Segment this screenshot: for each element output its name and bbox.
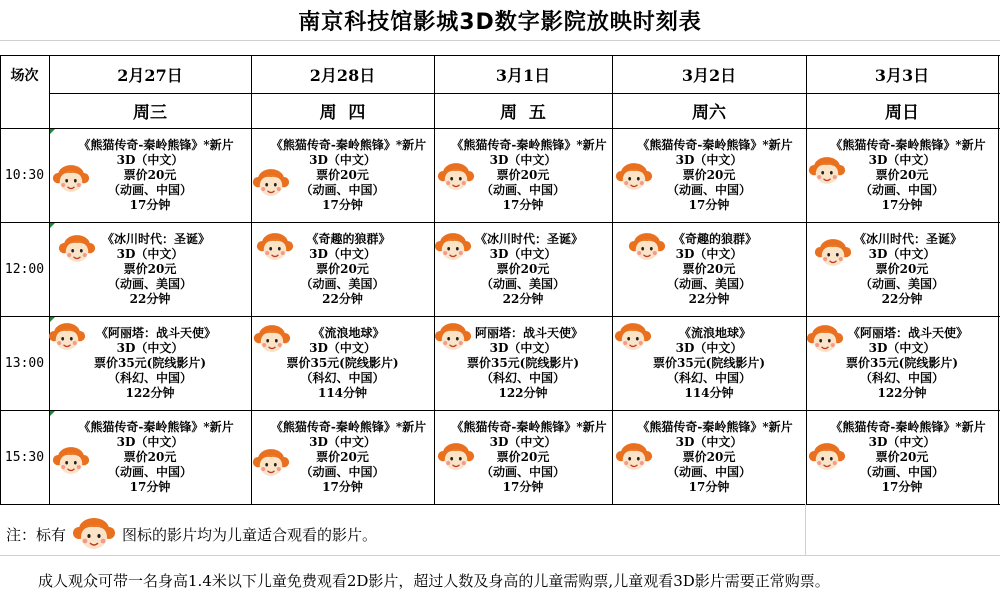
movie-name: 《冰川时代：圣诞》 — [853, 231, 962, 246]
child-face-icon — [808, 154, 846, 192]
movie-format: 3D（中文） — [309, 434, 376, 449]
table-rule — [805, 504, 806, 555]
page-title: 南京科技馆影城3D数字影院放映时刻表 — [298, 9, 702, 35]
movie-duration: 17分钟 — [129, 197, 171, 212]
table-rule — [998, 55, 999, 504]
movie-genre: （动画、美国） — [666, 276, 751, 291]
movie-format: 3D（中文） — [868, 434, 936, 449]
movie-format: 3D（中文） — [868, 152, 936, 167]
movie-duration: 17分钟 — [502, 197, 544, 212]
movie-genre: （动画、中国） — [859, 464, 944, 479]
movie-format: 3D（中文） — [116, 340, 184, 355]
note-suffix: 图标的影片均为儿童适合观看的影片。 — [122, 525, 378, 544]
movie-name: 《冰川时代：圣诞》 — [101, 231, 210, 246]
child-face-icon — [806, 322, 844, 360]
movie-name: 《流浪地球》 — [312, 325, 385, 340]
movie-name: 《熊猫传奇-秦岭熊锋》*新片 — [830, 137, 986, 152]
movie-format: 3D（中文） — [116, 246, 184, 261]
weekday-header: 周六 — [692, 103, 726, 123]
movie-price: 票价20元 — [123, 449, 177, 464]
movie-format: 3D（中文） — [116, 152, 184, 167]
movie-name: 《熊猫传奇-秦岭熊锋》*新片 — [451, 419, 607, 434]
child-face-icon — [615, 160, 653, 198]
child-face-icon — [614, 320, 652, 358]
note-line — [6, 515, 377, 553]
movie-format: 3D（中文） — [675, 434, 743, 449]
movie-genre: （科幻、中国） — [107, 370, 192, 385]
movie-genre: （动画、美国） — [107, 276, 192, 291]
movie-price: 票价20元 — [496, 449, 550, 464]
movie-genre: （动画、中国） — [300, 464, 385, 479]
movie-format: 3D（中文） — [675, 152, 743, 167]
movie-price: 票价20元 — [875, 449, 929, 464]
movie-genre: （动画、美国） — [859, 276, 944, 291]
movie-genre: （动画、中国） — [107, 182, 192, 197]
weekday-header: 周三 — [133, 103, 167, 123]
movie-price: 票价20元 — [123, 261, 177, 276]
time-slot: 13:00 — [4, 355, 45, 371]
child-face-icon — [814, 236, 852, 274]
movie-price: 票价20元 — [682, 167, 736, 182]
movie-format: 3D（中文） — [489, 152, 557, 167]
date-header: 3月1日 — [495, 65, 551, 85]
movie-duration: 122分钟 — [125, 385, 175, 400]
child-face-icon — [252, 166, 290, 204]
movie-price: 票价20元 — [875, 261, 929, 276]
movie-duration: 17分钟 — [129, 479, 171, 494]
movie-name: 《熊猫传奇-秦岭熊锋》*新片 — [451, 137, 607, 152]
table-rule — [0, 504, 1000, 505]
child-face-icon — [434, 230, 472, 268]
movie-duration: 114分钟 — [684, 385, 734, 400]
movie-genre: （科幻、中国） — [859, 370, 944, 385]
movie-format: 3D（中文） — [489, 340, 557, 355]
movie-name: 《熊猫传奇-秦岭熊锋》*新片 — [637, 419, 793, 434]
table-rule — [0, 555, 1000, 556]
movie-price: 票价35元(院线影片) — [93, 355, 207, 370]
movie-format: 3D（中文） — [309, 152, 376, 167]
movie-duration: 17分钟 — [322, 197, 363, 212]
movie-name: 《熊猫传奇-秦岭熊锋》*新片 — [270, 419, 427, 434]
movie-name: 《熊猫传奇-秦岭熊锋》*新片 — [78, 419, 234, 434]
movie-price: 票价35元(院线影片) — [845, 355, 959, 370]
movie-name: 阿丽塔：战斗天使》 — [474, 325, 583, 340]
movie-duration: 22分钟 — [502, 291, 544, 306]
movie-duration: 17分钟 — [688, 479, 730, 494]
movie-name: 《阿丽塔：战斗天使》 — [95, 325, 216, 340]
movie-duration: 17分钟 — [322, 479, 363, 494]
movie-format: 3D（中文） — [675, 246, 743, 261]
movie-price: 票价20元 — [316, 261, 369, 276]
movie-duration: 17分钟 — [881, 479, 923, 494]
movie-genre: （动画、中国） — [666, 182, 751, 197]
child-face-icon — [72, 515, 116, 553]
movie-name: 《阿丽塔：战斗天使》 — [847, 325, 968, 340]
movie-genre: （动画、中国） — [666, 464, 751, 479]
date-header: 2月28日 — [309, 65, 376, 85]
movie-price: 票价20元 — [316, 167, 369, 182]
movie-price: 票价20元 — [123, 167, 177, 182]
movie-format: 3D（中文） — [489, 246, 557, 261]
child-face-icon — [437, 160, 475, 198]
date-header: 2月27日 — [117, 65, 183, 85]
child-face-icon — [252, 446, 290, 484]
table-rule — [0, 40, 1000, 41]
movie-genre: （动画、中国） — [859, 182, 944, 197]
movie-name: 《熊猫传奇-秦岭熊锋》*新片 — [78, 137, 234, 152]
movie-genre: （科幻、中国） — [480, 370, 565, 385]
time-slot: 15:30 — [4, 449, 45, 465]
movie-genre: （动画、中国） — [107, 464, 192, 479]
child-face-icon — [48, 320, 86, 358]
policy-note — [38, 563, 830, 597]
child-face-icon — [58, 232, 96, 270]
movie-price: 票价20元 — [682, 449, 736, 464]
movie-duration: 17分钟 — [881, 197, 923, 212]
movie-duration: 17分钟 — [688, 197, 730, 212]
movie-price: 票价20元 — [496, 261, 550, 276]
movie-duration: 22分钟 — [129, 291, 171, 306]
child-face-icon — [256, 230, 294, 268]
movie-duration: 22分钟 — [881, 291, 923, 306]
movie-format: 3D（中文） — [309, 246, 376, 261]
movie-duration: 114分钟 — [317, 385, 368, 400]
weekday-header: 周日 — [885, 103, 919, 123]
weekday-header: 周 五 — [500, 103, 546, 123]
movie-format: 3D（中文） — [489, 434, 557, 449]
child-face-icon — [808, 440, 846, 478]
movie-duration: 122分钟 — [877, 385, 927, 400]
movie-name: 《熊猫传奇-秦岭熊锋》*新片 — [637, 137, 793, 152]
child-face-icon — [253, 322, 291, 360]
movie-genre: （动画、中国） — [300, 182, 385, 197]
movie-price: 票价35元(院线影片) — [652, 355, 766, 370]
movie-price: 票价35元(院线影片) — [286, 355, 399, 370]
child-face-icon — [628, 230, 666, 268]
movie-name: 《奇趣的狼群》 — [672, 231, 757, 246]
child-face-icon — [52, 162, 90, 200]
child-face-icon — [434, 320, 472, 358]
movie-genre: （动画、美国） — [480, 276, 565, 291]
child-face-icon — [615, 440, 653, 478]
movie-price: 票价20元 — [682, 261, 736, 276]
movie-duration: 22分钟 — [322, 291, 363, 306]
movie-price: 票价20元 — [496, 167, 550, 182]
movie-duration: 17分钟 — [502, 479, 544, 494]
corner-label: 场次 — [10, 68, 39, 84]
movie-name: 《奇趣的狼群》 — [306, 231, 391, 246]
movie-genre: （动画、美国） — [300, 276, 385, 291]
movie-genre: （科幻、中国） — [300, 370, 385, 385]
movie-format: 3D（中文） — [868, 246, 936, 261]
movie-price: 票价20元 — [875, 167, 929, 182]
movie-price: 票价20元 — [316, 449, 369, 464]
time-slot: 10:30 — [4, 167, 45, 183]
movie-format: 3D（中文） — [675, 340, 743, 355]
movie-name: 《流浪地球》 — [678, 325, 751, 340]
note-prefix: 注：标有 — [6, 525, 67, 544]
movie-name: 《熊猫传奇-秦岭熊锋》*新片 — [270, 137, 427, 152]
movie-genre: （动画、中国） — [480, 182, 565, 197]
time-slot: 12:00 — [4, 261, 45, 277]
child-face-icon — [437, 440, 475, 478]
movie-format: 3D（中文） — [868, 340, 936, 355]
movie-name: 《熊猫传奇-秦岭熊锋》*新片 — [830, 419, 986, 434]
date-header: 3月2日 — [681, 65, 737, 85]
movie-genre: （科幻、中国） — [666, 370, 751, 385]
movie-genre: （动画、中国） — [480, 464, 565, 479]
date-header: 3月3日 — [874, 65, 930, 85]
movie-format: 3D（中文） — [116, 434, 184, 449]
movie-format: 3D（中文） — [309, 340, 376, 355]
weekday-header: 周 四 — [319, 103, 366, 123]
movie-price: 票价35元(院线影片) — [466, 355, 580, 370]
movie-duration: 122分钟 — [498, 385, 548, 400]
movie-name: 《冰川时代：圣诞》 — [474, 231, 583, 246]
child-face-icon — [52, 444, 90, 482]
policy-text: 成人观众可带一名身高1.4米以下儿童免费观看2D影片，超过人数及身高的儿童需购票,儿童观看3D影片需要正常购票。 — [38, 571, 830, 590]
movie-duration: 22分钟 — [688, 291, 730, 306]
